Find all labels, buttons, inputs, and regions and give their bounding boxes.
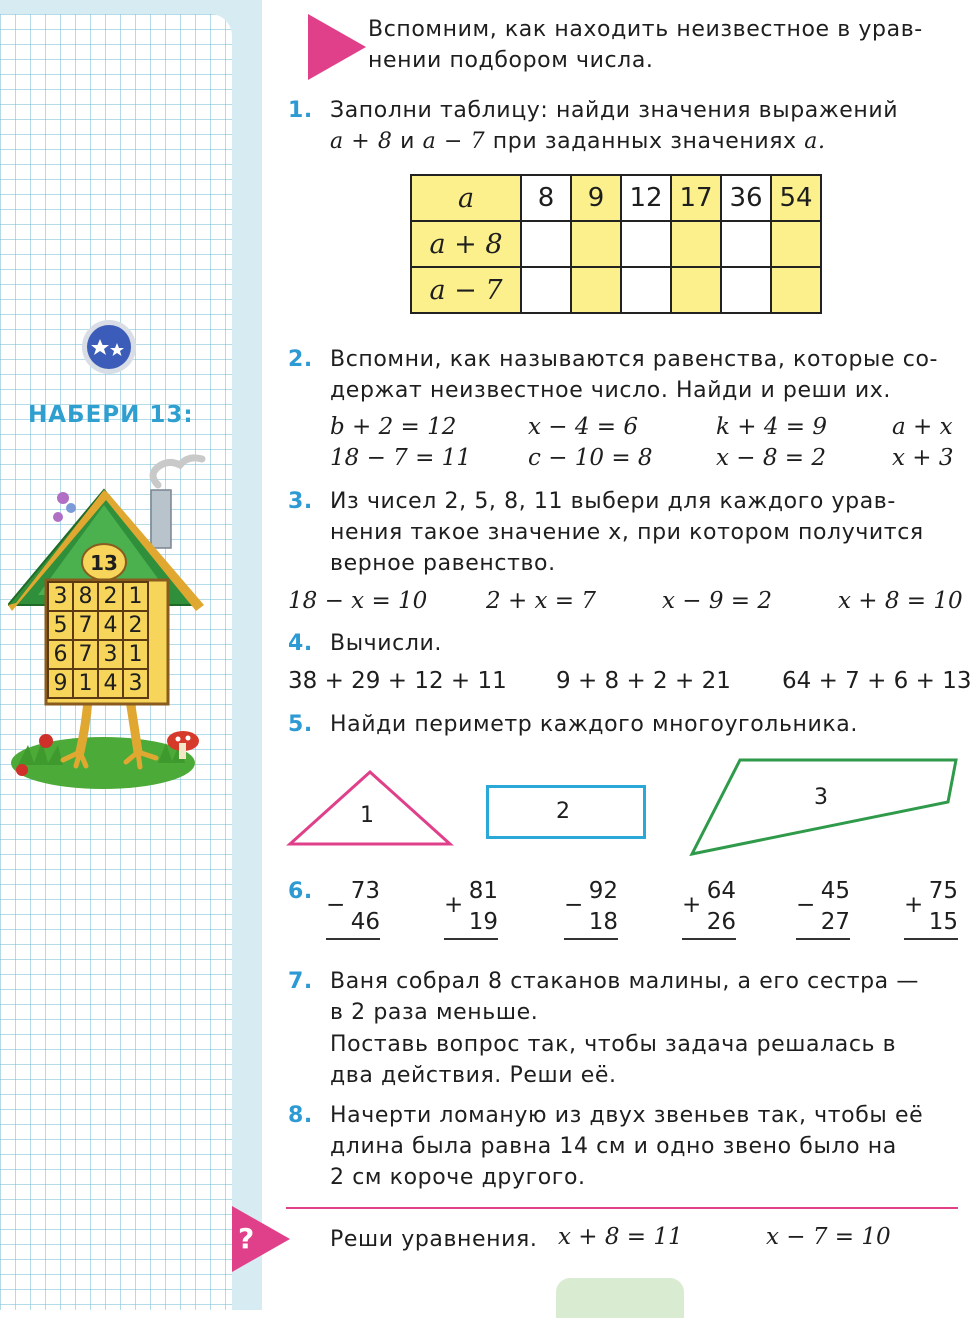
table-cell-empty xyxy=(671,221,721,267)
task-8-line-2: длина была равна 14 см и одно звено было на xyxy=(330,1134,897,1159)
task-7-line-4: два действия. Реши её. xyxy=(330,1063,617,1088)
operand-top: 81 xyxy=(468,878,498,904)
grid-cell: 9 xyxy=(48,669,73,698)
conj-and: и xyxy=(392,129,423,154)
expr-a-minus-7: a − 7 xyxy=(422,129,486,154)
task-5-title: Найди периметр каждого многоугольника. xyxy=(330,712,858,737)
equation: x + 8 = 11 xyxy=(558,1224,683,1250)
task-1-line-2-text: при заданных значениях xyxy=(485,129,805,154)
equation: k + 4 = 9 xyxy=(716,414,827,440)
table-cell: 54 xyxy=(771,175,821,221)
operation-sign: − xyxy=(796,892,816,918)
equation: x + 8 = 10 xyxy=(838,588,963,614)
grid-cell: 5 xyxy=(48,611,73,640)
table-cell: 36 xyxy=(721,175,771,221)
task-1-number: 1. xyxy=(288,98,313,123)
task-1-line-1: Заполни таблицу: найди значения выражений xyxy=(330,98,899,123)
column-operation xyxy=(444,876,498,940)
table-cell: 8 xyxy=(521,175,571,221)
task-7-line-1: Ваня собрал 8 стаканов малины, а его сестра — xyxy=(330,969,919,994)
operation-sign: + xyxy=(444,892,464,918)
operation-sign: + xyxy=(904,892,924,918)
table-cell: 12 xyxy=(621,175,671,221)
divider-line xyxy=(286,1207,958,1209)
grid-cell: 4 xyxy=(98,611,123,640)
table-cell: 17 xyxy=(671,175,721,221)
operation-sign: + xyxy=(682,892,702,918)
shape-label: 2 xyxy=(556,799,571,824)
expression: 38 + 29 + 12 + 11 xyxy=(288,668,507,694)
operand-bottom: 15 xyxy=(904,907,958,940)
operand-bottom: 26 xyxy=(682,907,736,940)
table-row-label: a + 8 xyxy=(411,221,521,267)
task-8-number: 8. xyxy=(288,1103,313,1128)
table-cell-empty xyxy=(721,221,771,267)
page-number-tab xyxy=(556,1278,684,1318)
intro-line-2: нении подбором числа. xyxy=(368,48,654,73)
grid-cell: 7 xyxy=(73,640,98,669)
operand-bottom: 19 xyxy=(444,907,498,940)
expression: 64 + 7 + 6 + 13 xyxy=(782,668,972,694)
task-7-line-2: в 2 раза меньше. xyxy=(330,1000,539,1025)
var-a: a. xyxy=(804,129,826,154)
grid-cell: 4 xyxy=(98,669,123,698)
shape-label: 1 xyxy=(360,803,375,828)
table-row xyxy=(411,267,821,313)
grid-cell: 2 xyxy=(123,611,148,640)
task-3-line-3: верное равенство. xyxy=(330,551,556,576)
equation: x + 3 xyxy=(892,445,954,471)
equation: 18 − 7 = 11 xyxy=(330,445,471,471)
column-operation xyxy=(326,876,380,940)
task-5-number: 5. xyxy=(288,712,313,737)
operand-top: 92 xyxy=(588,878,618,904)
house-number: 13 xyxy=(90,551,118,575)
task-7-number: 7. xyxy=(288,969,313,994)
table-row-label: a − 7 xyxy=(411,267,521,313)
grid-cell: 3 xyxy=(98,640,123,669)
grid-cell: 1 xyxy=(73,669,98,698)
column-operation xyxy=(796,876,850,940)
column-operation xyxy=(564,876,618,940)
table-cell-empty xyxy=(621,221,671,267)
grid-cell: 7 xyxy=(73,611,98,640)
intro-line-1: Вспомним, как находить неизвестное в урав- xyxy=(368,17,923,42)
grid-cell: 1 xyxy=(123,640,148,669)
table-cell-empty xyxy=(571,267,621,313)
grid-cell: 8 xyxy=(73,582,98,611)
grid-cell: 1 xyxy=(123,582,148,611)
table-cell-empty xyxy=(721,267,771,313)
task-2-line-2: держат неизвестное число. Найди и реши их. xyxy=(330,378,891,403)
table-cell: 9 xyxy=(571,175,621,221)
task-3-number: 3. xyxy=(288,489,313,514)
task-8-line-3: 2 см короче другого. xyxy=(330,1165,586,1190)
star-badge-icon xyxy=(80,318,138,376)
house-number-grid xyxy=(47,581,149,699)
operand-bottom: 27 xyxy=(796,907,850,940)
intro-arrow-icon xyxy=(308,14,366,84)
value-table xyxy=(410,174,822,314)
task-3-line-2: нения такое значение x, при котором получится xyxy=(330,520,924,545)
task-4-number: 4. xyxy=(288,631,313,656)
equation: 18 − x = 10 xyxy=(288,588,428,614)
grid-cell: 6 xyxy=(48,640,73,669)
equation: x − 7 = 10 xyxy=(766,1224,891,1250)
operand-top: 73 xyxy=(350,878,380,904)
task-2-line-1: Вспомни, как называются равенства, которые со- xyxy=(330,347,939,372)
operation-sign: − xyxy=(564,892,584,918)
question-mark: ? xyxy=(238,1222,255,1255)
equation: c − 10 = 8 xyxy=(528,445,653,471)
column-operation xyxy=(904,876,958,940)
task-3-line-1: Из чисел 2, 5, 8, 11 выбери для каждого урав- xyxy=(330,489,896,514)
table-cell-empty xyxy=(521,221,571,267)
task-4-title: Вычисли. xyxy=(330,631,443,656)
table-cell-empty xyxy=(621,267,671,313)
grid-cell: 2 xyxy=(98,582,123,611)
task-6-number: 6. xyxy=(288,879,313,904)
table-row xyxy=(411,221,821,267)
table-cell-empty xyxy=(521,267,571,313)
operand-bottom: 46 xyxy=(326,907,380,940)
equation: x − 8 = 2 xyxy=(716,445,827,471)
operand-top: 75 xyxy=(928,878,958,904)
table-cell-empty xyxy=(771,221,821,267)
equation: x − 9 = 2 xyxy=(662,588,773,614)
equation: a + x xyxy=(892,414,953,440)
task-8-line-1: Начерти ломаную из двух звеньев так, чтобы её xyxy=(330,1103,924,1128)
task-2-number: 2. xyxy=(288,347,313,372)
operation-sign: − xyxy=(326,892,346,918)
table-row-label: a xyxy=(411,175,521,221)
margin-title: НАБЕРИ 13: xyxy=(28,402,194,428)
table-cell-empty xyxy=(771,267,821,313)
table-cell-empty xyxy=(571,221,621,267)
table-cell-empty xyxy=(671,267,721,313)
column-operation xyxy=(682,876,736,940)
expr-a-plus-8: a + 8 xyxy=(330,129,393,154)
expression: 9 + 8 + 2 + 21 xyxy=(556,668,731,694)
grid-cell: 3 xyxy=(123,669,148,698)
equation: b + 2 = 12 xyxy=(330,414,457,440)
bottom-text: Реши уравнения. xyxy=(330,1227,538,1252)
operand-top: 64 xyxy=(706,878,736,904)
equation: 2 + x = 7 xyxy=(486,588,597,614)
grid-cell: 3 xyxy=(48,582,73,611)
shape-label: 3 xyxy=(814,785,829,810)
operand-bottom: 18 xyxy=(564,907,618,940)
operand-top: 45 xyxy=(820,878,850,904)
equation: x − 4 = 6 xyxy=(528,414,639,440)
task-1-line-2 xyxy=(330,126,826,157)
task-7-line-3: Поставь вопрос так, чтобы задача решалась в xyxy=(330,1032,897,1057)
table-row xyxy=(411,175,821,221)
